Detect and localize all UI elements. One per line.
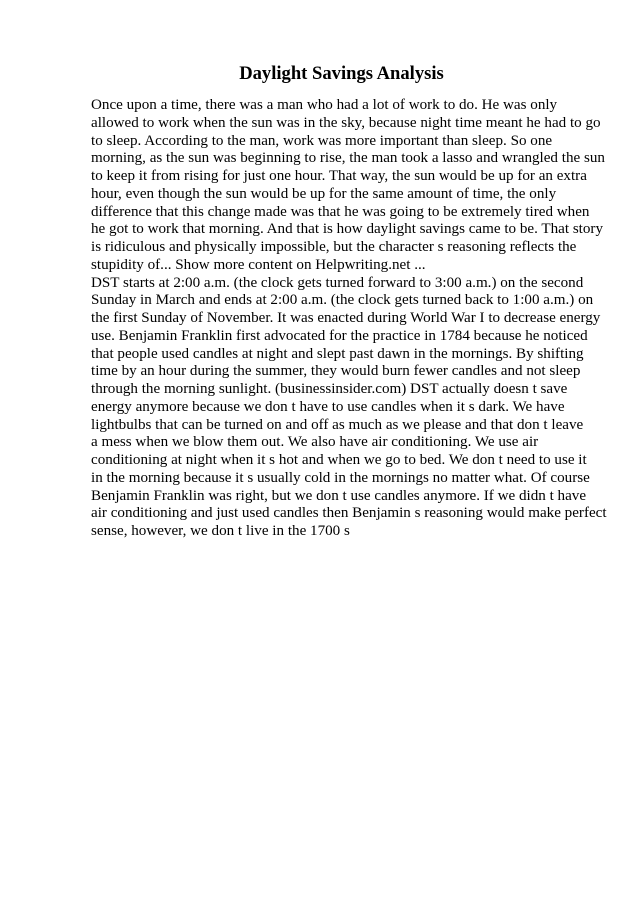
text-line: to sleep. According to the man, work was more important than sleep. So one	[91, 132, 553, 149]
text-line: hour, even though the sun would be up for the same amount of time, the only	[91, 185, 557, 202]
text-line: Benjamin Franklin was right, but we don t use candles anymore. If we didn t have	[91, 487, 587, 504]
text-line: the first Sunday of November. It was enacted during World War I to decrease energy	[91, 310, 601, 326]
text-line: that people used candles at night and slept past dawn in the mornings. By shifting	[91, 345, 584, 362]
text-line: Once upon a time, there was a man who had a lot of work to do. He was only	[91, 97, 558, 113]
text-line: sense, however, we don t live in the 1700 s	[91, 523, 350, 539]
text-line: use. Benjamin Franklin first advocated for the practice in 1784 because he noticed	[91, 327, 588, 344]
text-line: in the morning because it s usually cold in the mornings no matter what. Of course	[91, 469, 590, 486]
text-line: a mess when we blow them out. We also have air conditioning. We use air	[91, 434, 539, 451]
text-line: allowed to work when the sun was in the sky, because night time meant he had to go	[91, 114, 601, 131]
text-line: time by an hour during the summer, they would burn fewer candles and not sleep	[91, 363, 581, 380]
text-line: stupidity of... Show more content on Helpwriting.net ...	[91, 256, 426, 273]
text-line: morning, as the sun was beginning to rise, the man took a lasso and wrangled the sun	[91, 150, 605, 167]
document-body	[91, 97, 607, 541]
text-line: through the morning sunlight. (businessinsider.com) DST actually doesn t save	[91, 381, 568, 397]
text-line: lightbulbs that can be turned on and off as much as we please and that don t leave	[91, 416, 584, 433]
text-line: to keep it from rising for just one hour. That way, the sun would be up for an extra	[91, 168, 587, 184]
text-line: difference that this change made was that he was going to be extremely tired when	[91, 203, 590, 220]
text-line: he got to work that morning. And that is how daylight savings came to be. That story	[91, 221, 604, 238]
text-line: is ridiculous and physically impossible, but the character s reasoning reflects the	[91, 239, 577, 255]
text-line: energy anymore because we don t have to use candles when it s dark. We have	[91, 398, 565, 415]
text-line: Sunday in March and ends at 2:00 a.m. (the clock gets turned back to 1:00 a.m.) on	[91, 292, 594, 309]
text-line: DST starts at 2:00 a.m. (the clock gets turned forward to 3:00 a.m.) on the second	[91, 274, 584, 291]
document-title: Daylight Savings Analysis	[239, 63, 444, 84]
text-line: air conditioning and just used candles then Benjamin s reasoning would make perfect	[91, 505, 607, 522]
text-line: conditioning at night when it s hot and when we go to bed. We don t need to use it	[91, 452, 587, 468]
